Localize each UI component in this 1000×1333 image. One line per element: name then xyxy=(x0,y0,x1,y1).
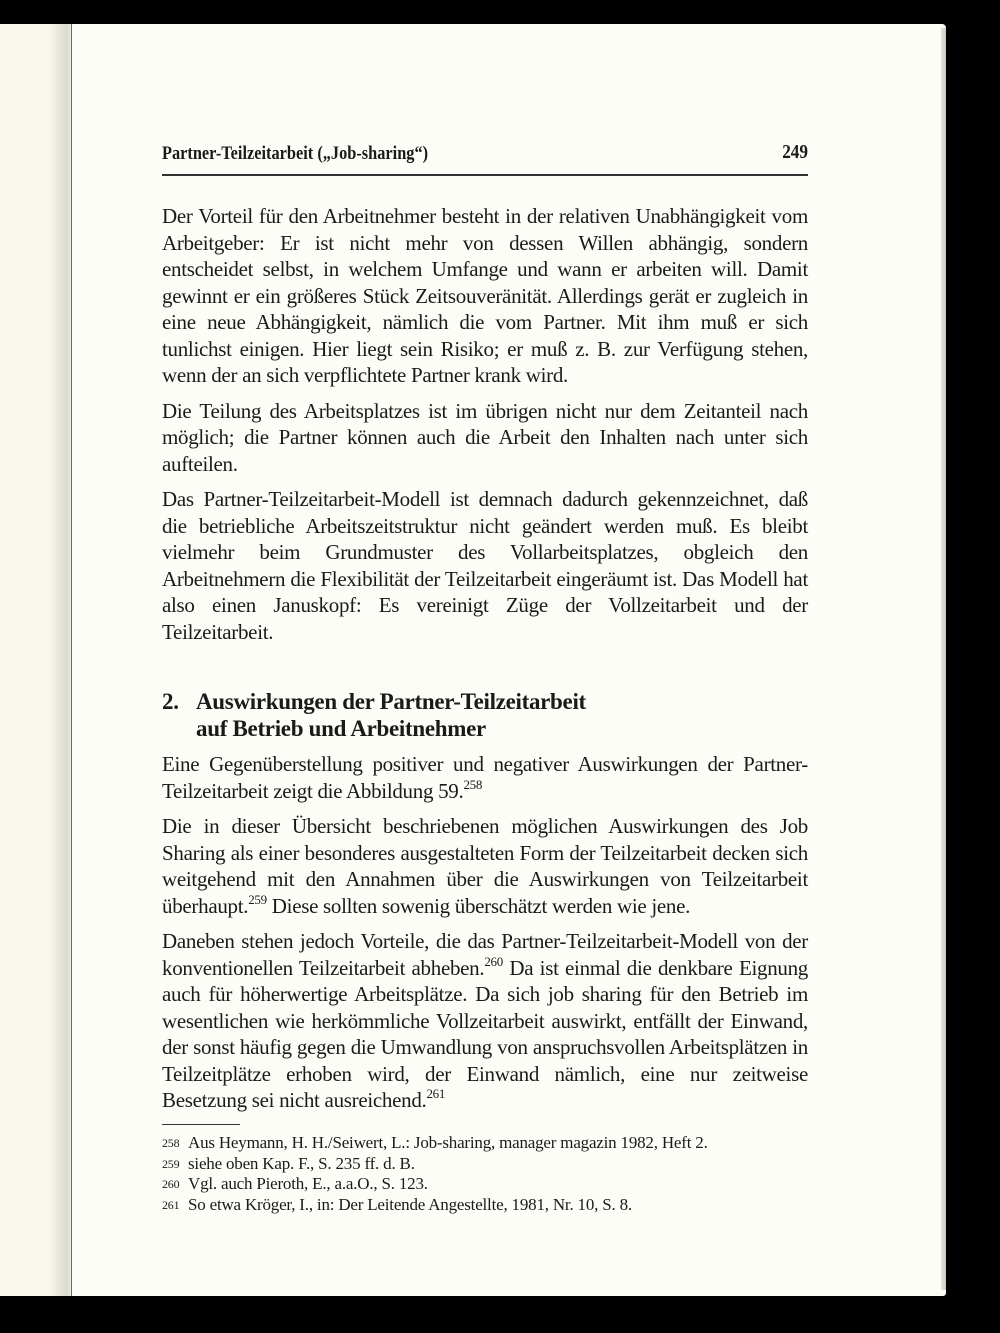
footnote-ref: 261 xyxy=(426,1086,446,1101)
book-page xyxy=(0,24,946,1296)
footnote xyxy=(162,1133,808,1154)
footnote-text: Aus Heymann, H. H./Seiwert, L.: Job-sharing, manager magazin 1982, Heft 2. xyxy=(188,1133,708,1152)
paragraph-text: Da ist einmal die denkbare Eignung auch für höherwertige Arbeitsplätze. Da sich job sharing für den Betrieb im wesentlichen wie herkömmliche Vollzeitarbeit auswirkt, entfällt der Einwand, der sonst häufig gegen die Umwandlung von anspruchsvollen Arbeitsplätzen in Teilzeitplätze erhoben wird, der Einwand nämlich, eine nur zeitweise Besetzung sei nicht ausreichend. xyxy=(162,955,808,1112)
paragraph-text: Eine Gegenüberstellung positiver und negativer Auswirkungen der Partner-Teilzeitarbeit zeigt die Abbildung 59. xyxy=(162,752,808,803)
book-gutter xyxy=(50,24,72,1296)
footnote-text: siehe oben Kap. F., S. 235 ff. d. B. xyxy=(188,1153,415,1173)
section-title-line-2: auf Betrieb und Arbeitnehmer xyxy=(196,716,486,741)
paragraph xyxy=(162,751,808,804)
footnote-ref: 260 xyxy=(484,953,503,969)
running-title: Partner-Teilzeitarbeit („Job-sharing“) xyxy=(162,143,429,164)
paragraph xyxy=(162,813,808,919)
footnote xyxy=(162,1174,808,1195)
section-title xyxy=(196,688,808,742)
paragraph: Das Partner-Teilzeitarbeit-Modell ist demnach dadurch gekennzeichnet, daß die betriebliche Arbeitszeitstruktur nicht geändert werden muß. Es bleibt vielmehr beim Grundmuster des Vollarbeitsplatzes, obgleich den Arbeitnehmern die Flexibilität der Teilzeitarbeit eingeräumt ist. Das Modell hat also einen Januskopf: Es vereinigt Züge der Vollzeitarbeit und der Teilzeitarbeit. xyxy=(162,487,808,644)
footnote-rule xyxy=(162,1124,240,1126)
page-edge-shadow xyxy=(941,28,946,1290)
gutter-line xyxy=(71,24,72,1296)
paragraph-text: Diese sollten sowenig überschätzt werden wie jene. xyxy=(266,893,691,918)
footnote xyxy=(162,1154,808,1175)
footnote-number: 258 xyxy=(162,1136,180,1150)
paragraph: Die Teilung des Arbeitsplatzes ist im übrigen nicht nur dem Zeitanteil nach möglich; die Partner können auch die Arbeit den Inhalten nach unter sich aufteilen. xyxy=(162,398,808,476)
footnotes xyxy=(162,1133,808,1215)
footnote-text: So etwa Kröger, I., in: Der Leitende Angestellte, 1981, Nr. 10, S. 8. xyxy=(188,1194,632,1214)
footnote-text: Vgl. auch Pieroth, E., a.a.O., S. 123. xyxy=(188,1174,428,1193)
paragraph-text: Die in dieser Übersicht beschriebenen möglichen Auswirkungen des Job Sharing als einer besonderes ausgestalteten Form der Teilzeitarbeit decken sich weitgehend mit den Annahmen über die Auswirkungen von Teilzeitarbeit überhaupt. xyxy=(162,814,808,918)
footnote-ref: 258 xyxy=(463,776,483,792)
running-header xyxy=(162,124,808,176)
footnote-number: 260 xyxy=(162,1177,180,1191)
page-content xyxy=(162,124,808,1215)
paragraph xyxy=(162,928,808,1114)
section-number: 2. xyxy=(162,689,179,714)
page-number: 249 xyxy=(782,141,808,163)
section-heading xyxy=(162,688,808,742)
facing-page-edge xyxy=(0,24,50,1296)
paragraph: Der Vorteil für den Arbeitnehmer besteht in der relativen Unabhängigkeit vom Arbeitgeber: Er ist nicht mehr von dessen Willen abhängig, sondern entscheidet selbst, in welchem Umfange und wann er arbeiten will. Damit gewinnt er ein größeres Stück Zeitsouveränität. Allerdings gerät er zugleich in eine neue Abhängigkeit, nämlich die vom Partner. Mit ihm muß er sich tunlichst einigen. Hier liegt sein Risiko; er muß z. B. zur Verfügung stehen, wenn der an sich verpflichtete Partner krank wird. xyxy=(162,204,808,387)
footnote-number: 259 xyxy=(162,1156,180,1171)
footnote-number: 261 xyxy=(162,1197,180,1212)
section-title-line-1: Auswirkungen der Partner-Teilzeitarbeit xyxy=(196,689,586,714)
footnote-ref: 259 xyxy=(248,891,267,907)
footnote xyxy=(162,1195,808,1216)
paragraph-text: Daneben stehen jedoch Vorteile, die das Partner-Teilzeitarbeit-Modell von der konventionellen Teilzeitarbeit abheben. xyxy=(162,929,808,980)
